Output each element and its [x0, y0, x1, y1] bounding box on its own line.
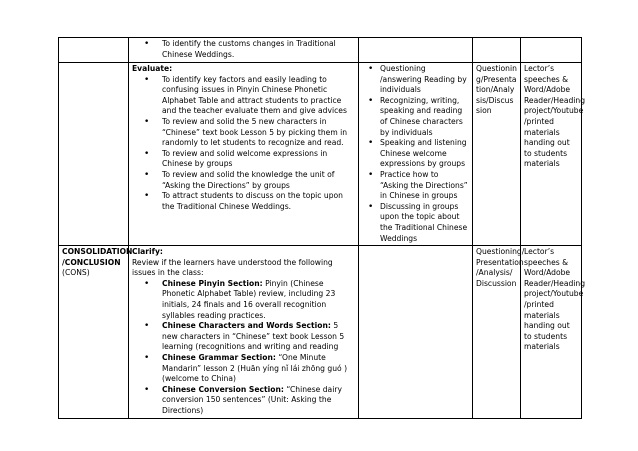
item-text: Pinyin (Chinese Phonetic Alphabet Table) review, including 23 initials, 24 finals and 16 overall recognition syllables reading practices. — [162, 278, 336, 320]
list-item — [162, 321, 355, 353]
methods-cell: Questioning/Presentation/Analysis/Discussion — [473, 63, 521, 246]
table-row-top — [59, 38, 582, 63]
item-text: 5 new characters in “Chinese” text book Lesson 5 learning (recognitions and writing and reading — [162, 321, 345, 352]
item-label: Chinese Characters and Words Section: — [162, 321, 331, 331]
list-item — [162, 385, 355, 417]
stage-cell — [59, 38, 129, 63]
item-label: Chinese Pinyin Section: — [162, 278, 263, 288]
resources-cell: Lector’s speeches & Word/Adobe Reader/Heading project/Youtube /printed materials handing out to students materials — [521, 63, 582, 246]
stage-label: /CONCLUSION — [62, 257, 121, 267]
list-item: • To review and solid welcome expressions in Chinese by groups — [162, 149, 355, 170]
list-item: • To attract students to discuss on the topic upon the Traditional Chinese Weddings. — [162, 191, 355, 212]
methods-cell: Questioning/ Presentation /Analysis/ Discussion — [473, 246, 521, 419]
section-heading: Evaluate: — [132, 64, 173, 73]
list-item: • Practice how to “Asking the Directions” in Chinese in groups — [380, 170, 469, 202]
item-text: “Chinese dairy conversion 150 sentences” (Unit: Asking the Directions) — [162, 384, 342, 415]
list-item: • To review and solid the 5 new characters in “Chinese” text book Lesson 5 by picking them in randomly to let students to recognize and read. — [162, 117, 355, 149]
list-item: • Speaking and listening Chinese welcome expressions by groups — [380, 138, 469, 170]
activities-cell — [359, 63, 473, 246]
activities-cell — [359, 246, 473, 419]
section-intro: Review if the learners have understood the following issues in the class: — [132, 257, 333, 278]
stage-label: CONSOLIDATION — [62, 247, 133, 257]
objectives-cell — [129, 38, 359, 63]
resources-cell — [521, 38, 582, 63]
list-item: • Questioning /answering Reading by individuals — [380, 64, 469, 96]
list-item — [162, 353, 355, 385]
list-item: • To identify key factors and easily leading to confusing issues in Pinyin Chinese Phonetic Alphabet Table and attract students to practice and the teacher evaluate them and give advices — [162, 75, 355, 117]
section-heading: Clarify: — [132, 247, 163, 257]
stage-cell — [59, 63, 129, 246]
objectives-cell — [129, 63, 359, 246]
stage-cell — [59, 246, 133, 419]
lesson-plan-table — [58, 37, 586, 419]
item-label: Chinese Conversion Section: — [162, 384, 284, 394]
table-row-evaluate — [59, 63, 582, 246]
table-row-consolidation — [59, 246, 582, 419]
resources-cell: Lector’s speeches & Word/Adobe Reader/Heading project/Youtube /printed materials handing out to students materials — [521, 246, 582, 419]
list-item: • To review and solid the knowledge the unit of “Asking the Directions” by groups — [162, 170, 355, 191]
list-item: • Discussing in groups upon the topic about the Traditional Chinese Weddings — [380, 202, 469, 244]
methods-cell — [473, 38, 521, 63]
item-text: “One Minute Mandarin” lesson 2 (Huān yíng nǐ lái zhōng guó ) (welcome to China) — [162, 353, 348, 384]
list-item: • Recognizing, writing, speaking and reading of Chinese characters by individuals — [380, 96, 469, 138]
objectives-cell — [129, 246, 359, 419]
item-label: Chinese Grammar Section: — [162, 353, 276, 363]
activities-cell — [359, 38, 473, 63]
list-item: • To identify the customs changes in Traditional Chinese Weddings. — [162, 39, 355, 60]
list-item — [162, 279, 355, 321]
stage-abbreviation: (CONS) — [62, 268, 90, 278]
